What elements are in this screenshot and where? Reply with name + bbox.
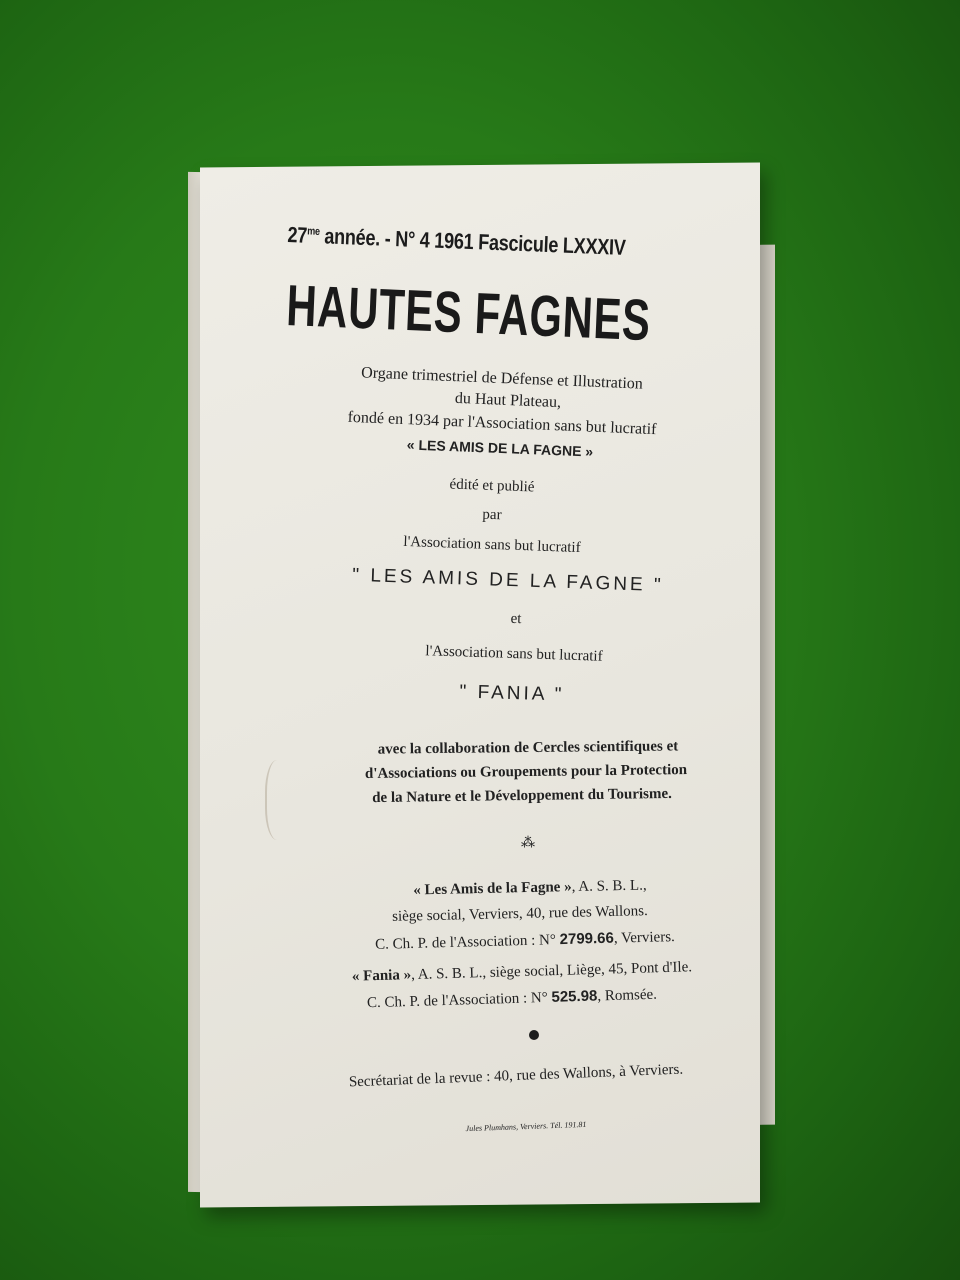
collaboration-line-3: de la Nature et le Développement du Tourisme. [372,785,672,807]
fania-address-line-1: « Fania », A. S. B. L., siège social, Liège, 45, Pont d'Ile. [351,959,693,985]
association-quote: « LES AMIS DE LA FAGNE » [406,436,594,460]
printer-line: Jules Plumhans, Verviers. Tél. 191.81 [465,1119,587,1134]
et-line: et [510,610,522,628]
organ-line-1: Organe trimestriel de Défense et Illustration [360,364,644,393]
asterism-ornament: ⁂ [521,836,535,851]
edited-line: édité et publié [449,476,535,496]
collaboration-line-2: d'Associations ou Groupements pour la Protection [364,762,688,782]
amis-address-line-1: « Les Amis de la Fagne », A. S. B. L., [413,877,647,899]
organ-line-2: du Haut Plateau, [454,389,562,412]
issue-line: $27^{me}$ année. - N° 4 1961 Fascicule LXXXIV [287,222,627,260]
association-line-2: l'Association sans but lucratif [425,643,603,665]
amis-ccp-line: C. Ch. P. de l'Association : N° 2799.66, Verviers. [374,929,676,953]
par-line: par [482,506,502,524]
collaboration-line-1: avec la collaboration de Cercles scientifiques et [377,738,679,758]
bullet-dot [529,1030,539,1040]
fania-heading: " FANIA " [459,681,565,706]
cover-title: HAUTES FAGNES [285,272,653,354]
amis-de-la-fagne-heading: " LES AMIS DE LA FAGNE " [352,564,665,597]
amis-address-line-2: siège social, Verviers, 40, rue des Wallons. [391,903,648,925]
page-stain [265,760,295,840]
founded-line: fondé en 1934 par l'Association sans but lucratif [347,408,657,439]
association-line-1: l'Association sans but lucratif [403,533,581,557]
secretariat-line: Secrétariat de la revue : 40, rue des Wallons, à Verviers. [348,1061,684,1091]
fania-ccp-line: C. Ch. P. de l'Association : N° 525.98, Romsée. [366,986,658,1012]
